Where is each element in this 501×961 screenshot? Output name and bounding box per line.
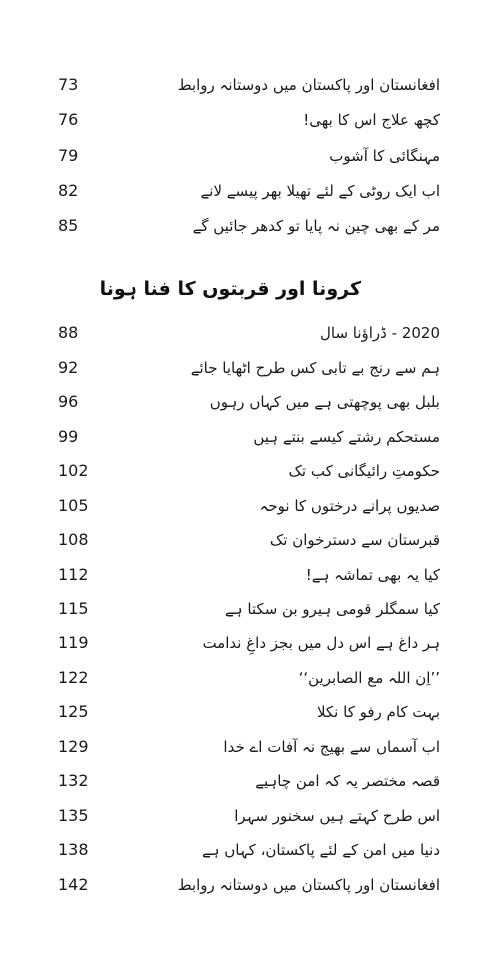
toc-title: اب ایک روٹی کے لئے تھیلا بھر پیسے لانے bbox=[200, 182, 440, 200]
toc-page-number: 85 bbox=[58, 216, 79, 235]
toc-title: قبرستان سے دسترخوان تک bbox=[269, 531, 440, 549]
toc-entry bbox=[40, 458, 440, 484]
toc-title: بہت کام رفو کا نکلا bbox=[316, 703, 440, 721]
toc-page-number: 129 bbox=[58, 737, 89, 756]
toc-title: افغانستان اور پاکستان میں دوستانہ روابط bbox=[177, 876, 440, 894]
toc-entry bbox=[40, 107, 440, 133]
toc-page-number: 135 bbox=[58, 806, 89, 825]
toc-title: کیا یہ بھی تماشہ ہے! bbox=[305, 566, 440, 584]
toc-page-number: 125 bbox=[58, 702, 89, 721]
toc-title: دنیا میں امن کے لئے پاکستان، کہاں ہے bbox=[201, 841, 440, 859]
toc-page-number: 79 bbox=[58, 146, 79, 165]
toc-entry bbox=[40, 596, 440, 622]
toc-entry bbox=[40, 699, 440, 725]
toc-title: بلبل بھی پوچھتی ہے میں کہاں رہوں bbox=[209, 393, 440, 411]
toc-title: قصہ مختصر یہ کہ امن چاہیے bbox=[255, 772, 440, 790]
toc-entry bbox=[40, 665, 440, 691]
toc-title: ہر داغ ہے اس دل میں بجز داغِ ندامت bbox=[202, 634, 440, 652]
toc-entry bbox=[40, 527, 440, 553]
toc-page-number: 102 bbox=[58, 461, 89, 480]
toc-entry bbox=[40, 768, 440, 794]
toc-title: مستحکم رشتے کیسے بنتے ہیں bbox=[253, 428, 440, 446]
toc-entry bbox=[40, 837, 440, 863]
toc-title: صدیوں پرانے درختوں کا نوحہ bbox=[259, 497, 440, 515]
toc-page-number: 82 bbox=[58, 181, 79, 200]
toc-title: کیا سمگلر قومی ہیرو بن سکتا ہے bbox=[224, 600, 440, 618]
toc-page-number: 122 bbox=[58, 668, 89, 687]
toc-title: اب آسماں سے بھیج نہ آفات اے خدا bbox=[223, 738, 440, 756]
toc-page-number: 73 bbox=[58, 75, 79, 94]
toc-page-number: 119 bbox=[58, 633, 89, 652]
toc-entry bbox=[40, 355, 440, 381]
toc-entry bbox=[40, 872, 440, 898]
toc-entry bbox=[40, 389, 440, 415]
toc-page-number: 108 bbox=[58, 530, 89, 549]
toc-page-number: 132 bbox=[58, 771, 89, 790]
toc-entry bbox=[40, 803, 440, 829]
toc-title: کچھ علاج اس کا بھی! bbox=[303, 111, 440, 129]
toc-page-number: 99 bbox=[58, 427, 79, 446]
toc-entry bbox=[40, 562, 440, 588]
toc-title: اس طرح کہتے ہیں سخنور سہرا bbox=[234, 807, 440, 825]
section-heading: کرونا اور قربتوں کا فنا ہونا bbox=[99, 278, 361, 300]
toc-entry bbox=[40, 72, 440, 98]
toc-page-number: 96 bbox=[58, 392, 79, 411]
toc-entry bbox=[40, 493, 440, 519]
toc-page-number: 105 bbox=[58, 496, 89, 515]
toc-title: افغانستان اور پاکستان میں دوستانہ روابط bbox=[177, 76, 440, 94]
toc-entry bbox=[40, 734, 440, 760]
toc-entry bbox=[40, 320, 440, 346]
toc-entry bbox=[40, 630, 440, 656]
toc-entry bbox=[40, 178, 440, 204]
toc-title: ’’اِن اللہ مع الصابرین‘‘ bbox=[298, 669, 440, 687]
toc-title: حکومتِ رائیگانی کب تک bbox=[288, 462, 440, 480]
toc-entry bbox=[40, 424, 440, 450]
toc-page-number: 92 bbox=[58, 358, 79, 377]
toc-page-number: 112 bbox=[58, 565, 89, 584]
toc-entry bbox=[40, 213, 440, 239]
toc-title: مہنگائی کا آشوب bbox=[329, 147, 440, 165]
toc-entry bbox=[40, 143, 440, 169]
toc-page-number: 115 bbox=[58, 599, 89, 618]
toc-title: 2020 - ڈراؤنا سال bbox=[319, 324, 440, 342]
toc-page-number: 88 bbox=[58, 323, 79, 342]
toc-page-number: 138 bbox=[58, 840, 89, 859]
toc-page-number: 76 bbox=[58, 110, 79, 129]
toc-page-number: 142 bbox=[58, 875, 89, 894]
toc-title: مر کے بھی چین نہ پایا تو کدھر جائیں گے bbox=[192, 217, 440, 235]
toc-title: ہم سے رنج بے تابی کس طرح اٹھایا جائے bbox=[190, 359, 440, 377]
